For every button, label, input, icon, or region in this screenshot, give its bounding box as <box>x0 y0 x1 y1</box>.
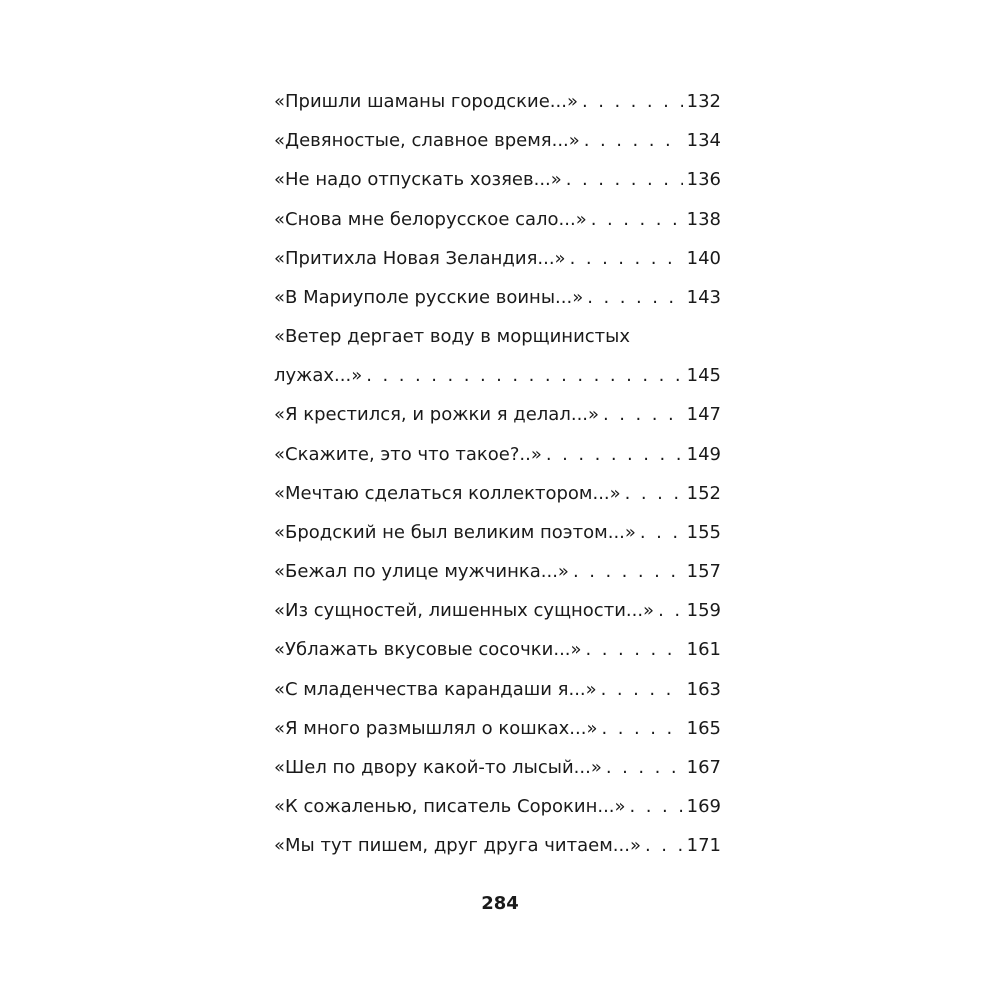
toc-entry-page: 161 <box>686 639 721 661</box>
toc-entry-title: «Не надо отпускать хозяев...» <box>274 169 562 191</box>
toc-entry-page: 136 <box>686 169 721 191</box>
toc-entry-title: «С младенчества карандаши я...» <box>274 678 597 700</box>
toc-entry-page: 159 <box>686 600 721 622</box>
toc-entry-title: «Скажите, это что такое?..» <box>274 443 542 465</box>
toc-entry-page: 132 <box>686 91 721 112</box>
dot-leader <box>584 127 683 154</box>
dot-leader <box>645 832 683 859</box>
dot-leader <box>601 676 683 703</box>
toc-entry-page: 140 <box>686 247 721 269</box>
toc-entry <box>274 558 721 585</box>
toc-entry <box>274 480 721 507</box>
toc-entry <box>274 245 721 272</box>
dot-leader <box>630 793 683 820</box>
toc-entry-title: «Мечтаю сделаться коллектором...» <box>274 482 621 504</box>
toc-entry <box>274 284 721 311</box>
toc-entry-page: 134 <box>686 130 721 152</box>
toc-entry-title: «Бродский не был великим поэтом...» <box>274 521 636 543</box>
toc-entry-page: 147 <box>686 404 721 426</box>
toc-entry <box>274 676 721 703</box>
dot-leader <box>601 715 682 742</box>
toc-entry <box>274 323 721 389</box>
toc-entry-title: «Снова мне белорусское сало...» <box>274 208 587 230</box>
toc-entry <box>274 793 721 820</box>
toc-entry-page: 152 <box>686 482 721 504</box>
toc-entry-title: «Девяностые, славное время...» <box>274 130 580 152</box>
toc-entry-title: «Бежал по улице мужчинка...» <box>274 561 569 583</box>
dot-leader <box>640 519 683 546</box>
toc-entry <box>274 88 721 115</box>
toc-entry-page: 149 <box>686 443 721 465</box>
toc-entry-page: 165 <box>686 717 721 739</box>
dot-leader <box>603 401 683 428</box>
page-number: 284 <box>481 893 519 914</box>
toc-entry <box>274 636 721 663</box>
toc-entry-title: «Пришли шаманы городские...» <box>274 91 578 112</box>
toc-entry-page: 171 <box>686 835 721 857</box>
dot-leader <box>570 245 683 272</box>
toc-entry-page: 167 <box>686 757 721 778</box>
toc-entry-page: 163 <box>686 678 721 700</box>
toc-entry <box>274 441 721 468</box>
dot-leader <box>591 206 683 233</box>
dot-leader <box>625 480 683 507</box>
toc-entry-title: «Мы тут пишем, друг друга читаем...» <box>274 835 641 857</box>
toc-entry-page: 157 <box>686 561 721 583</box>
toc-entry-page: 143 <box>686 286 721 308</box>
dot-leader <box>582 88 683 115</box>
toc-entry-title: «К сожаленью, писатель Сорокин...» <box>274 796 626 818</box>
toc-entry-line2 <box>274 362 721 389</box>
toc-entry <box>274 401 721 428</box>
toc-entry-title: «В Мариуполе русские воины...» <box>274 286 584 308</box>
dot-leader <box>658 597 683 624</box>
dot-leader <box>606 754 683 781</box>
table-of-contents <box>274 88 721 872</box>
toc-entry-page: 145 <box>686 365 721 387</box>
toc-entry <box>274 519 721 546</box>
dot-leader <box>573 558 683 585</box>
toc-entry <box>274 206 721 233</box>
toc-entry-title-line2: лужах...» <box>274 365 363 387</box>
toc-entry <box>274 166 721 193</box>
dot-leader <box>566 166 683 193</box>
toc-entry-title: «Я много размышлял о кошках...» <box>274 717 598 739</box>
toc-entry <box>274 127 721 154</box>
toc-entry-title: «Я крестился, и рожки я делал...» <box>274 404 600 426</box>
toc-entry-title: «Шел по двору какой-то лысый...» <box>274 757 602 778</box>
dot-leader <box>366 362 682 389</box>
toc-entry-title: «Притихла Новая Зеландия...» <box>274 247 566 269</box>
dot-leader <box>587 284 682 311</box>
toc-entry <box>274 754 721 781</box>
dot-leader <box>546 441 683 468</box>
toc-entry-page: 138 <box>686 208 721 230</box>
toc-entry <box>274 832 721 859</box>
toc-entry-title: «Ублажать вкусовые сосочки...» <box>274 639 582 661</box>
toc-entry <box>274 715 721 742</box>
toc-entry-page: 169 <box>686 796 721 818</box>
toc-entry <box>274 597 721 624</box>
toc-entry-page: 155 <box>686 521 721 543</box>
toc-entry-title-line1: «Ветер дергает воду в морщинистых <box>274 326 631 348</box>
dot-leader <box>586 636 683 663</box>
toc-entry-title: «Из сущностей, лишенных сущности...» <box>274 600 655 622</box>
